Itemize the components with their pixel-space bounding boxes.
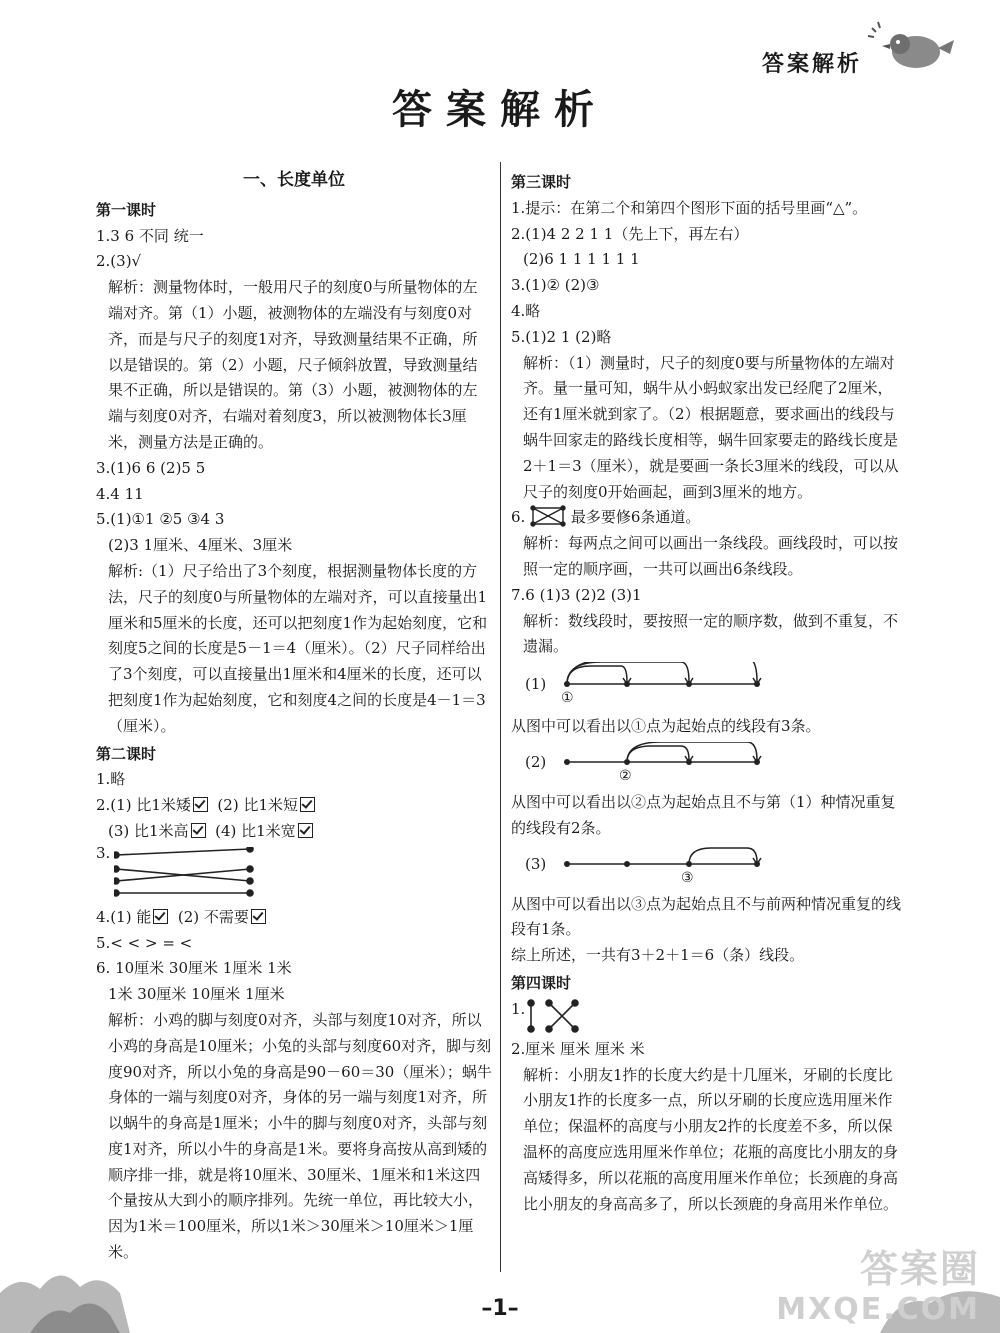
figure-point-label: ① xyxy=(561,690,574,707)
answer-line: 1.3 6 不同 统一 xyxy=(96,226,204,245)
lesson-heading: 第二课时 xyxy=(96,744,157,763)
figure-label: (1) xyxy=(525,675,547,694)
explanation-line: 从图中可以看出以①点为起始点的线段有3条。 xyxy=(511,717,821,736)
segment-diagram-1 xyxy=(561,662,791,712)
segment-diagram-3 xyxy=(561,844,791,890)
answer-line: 2.(1)4 2 2 1 1（先上下，再左右） xyxy=(511,224,749,243)
answer-number: 3. xyxy=(96,843,111,862)
checkbox-checked-icon xyxy=(153,909,168,924)
explanation: 解析:（1）尺子给出了3个刻度，根据测量物体长度的方法，尺子的刻度0与所量物体的左端对齐，可以直接量出1厘米和5厘米的长度，还可以把刻度1作为起始刻度，它和刻度5之间的长度是5－1＝4（厘米）。（2）尺子同样给出了3个刻度，可以直接量出1厘米和4厘米的长度，还可以把刻度1作为起始刻度，它和刻度4之间的长度是4－1＝3（厘米）。 xyxy=(108,561,488,735)
watermark-url: MXQE.COM xyxy=(776,1292,980,1327)
right-column xyxy=(511,168,906,1217)
page-number: –1– xyxy=(481,1296,519,1321)
figure-point-label: ③ xyxy=(681,869,694,886)
answer-line: 3.(1)② (2)③ xyxy=(511,276,600,295)
page-title: 答案解析 xyxy=(392,87,608,133)
matching-figure xyxy=(96,843,492,903)
answer-line xyxy=(96,819,492,845)
crossing-lines-figure xyxy=(114,847,274,903)
answer-text: (2) 比1米短 xyxy=(217,796,298,815)
dot-lines-figure xyxy=(527,999,587,1033)
answer-line: 4.4 11 xyxy=(96,484,144,503)
section-title: 一、长度单位 xyxy=(243,170,345,190)
segment-diagram-2 xyxy=(561,742,791,788)
answer-line: 5.(1)2 1 (2)略 xyxy=(511,327,612,346)
bird-decoration-icon xyxy=(866,18,956,78)
checkbox-checked-icon xyxy=(251,909,266,924)
answer-line xyxy=(511,505,906,531)
answer-line xyxy=(511,999,906,1035)
explanation: 解析：每两点之间可以画出一条线段。画线段时，可以按照一定的顺序画，一共可以画出6条线段。 xyxy=(523,534,899,578)
answer-line: (2)6 1 1 1 1 1 1 xyxy=(523,250,640,269)
lesson-heading: 第三课时 xyxy=(511,173,572,191)
answer-number: 6. xyxy=(511,508,526,527)
column-divider xyxy=(500,162,501,1272)
left-column xyxy=(96,168,492,1266)
answer-text: (2) 不需要 xyxy=(177,907,249,926)
explanation: 解析：小鸡的脚与刻度0对齐，头部与刻度10对齐，所以小鸡的身高是10厘米；小兔的头部与刻度60对齐，脚与刻度90对齐，所以小兔的身高是90－60＝30（厘米）；蜗牛身体的一端与刻度0对齐，身体的另一端与刻度1对齐，所以蜗牛的身高是1厘米；小牛的脚与刻度0对齐，头部与刻度1对齐，所以小牛的身高是1米。要将身高按从高到矮的顺序排一排，就是将10厘米、30厘米、1厘米和1米这四个量按从大到小的顺序排列。先统一单位，再比较大小，因为1米＝100厘米，所以1米＞30厘米＞10厘米＞1厘米。 xyxy=(108,1010,492,1262)
segment-figure-3 xyxy=(511,844,906,890)
answer-line xyxy=(96,793,492,819)
answer-line: 3.(1)6 6 (2)5 5 xyxy=(96,458,206,477)
answer-line: 5.(1)①1 ②5 ③4 3 xyxy=(96,510,225,529)
answer-line: 2.(3)√ xyxy=(96,252,142,271)
explanation: 解析：数线段时，要按照一定的顺序数，做到不重复，不遗漏。 xyxy=(523,611,899,656)
lesson-heading: 第四课时 xyxy=(511,973,572,992)
answer-line: 1.提示：在第二个和第四个图形下面的括号里画“△”。 xyxy=(511,198,868,217)
answer-line: 2.厘米 厘米 厘米 米 xyxy=(511,1039,645,1058)
answer-line: 6. 10厘米 30厘米 1厘米 1米 xyxy=(96,959,292,978)
watermark-logo: 答案圈 xyxy=(859,1247,980,1291)
answer-line: (2)3 1厘米、4厘米、3厘米 xyxy=(108,536,293,555)
explanation-line: 从图中可以看出以②点为起始点且不与第（1）种情况重复的线段有2条。 xyxy=(511,792,896,837)
answer-line: 1米 30厘米 10厘米 1厘米 xyxy=(108,985,285,1004)
answer-text: (4) 比1米宽 xyxy=(215,821,296,840)
explanation: 解析：（1）测量时，尺子的刻度0要与所量物体的左端对齐。量一量可知，蜗牛从小蚂蚁家出发已经爬了2厘米，还有1厘米就到家了。（2）根据题意，要求画出的线段与蜗牛回家走的路线长度相等，蜗牛回家要走的路线长度是2＋1＝3（厘米），就是要画一条长3厘米的线段，可以从尺子的刻度0开始画起，画到3厘米的地方。 xyxy=(523,353,899,501)
four-points-lines-icon xyxy=(530,505,566,527)
answer-number: 1. xyxy=(511,999,526,1018)
figure-point-label: ② xyxy=(619,767,632,784)
answer-text: 2.(1) 比1米矮 xyxy=(96,796,191,815)
lesson-heading: 第一课时 xyxy=(96,200,157,219)
answer-text: 最多要修6条通道。 xyxy=(570,508,701,527)
answer-text: 4.(1) 能 xyxy=(96,907,152,926)
header-label: 答案解析 xyxy=(761,52,862,77)
summary-line: 综上所述，一共有3＋2＋1＝6（条）线段。 xyxy=(511,946,805,965)
explanation: 解析：小朋友1拃的长度大约是十几厘米，牙刷的长度比小朋友1拃的长度多一点，所以牙刷的长度应选用厘米作单位；保温杯的高度与小朋友2拃的长度差不多，所以保温杯的高度应选用厘米作单位；花瓶的高度比小朋友的身高矮得多，所以花瓶的高度用厘米作单位；长颈鹿的身高比小朋友的身高高多了，所以长颈鹿的身高用米作单位。 xyxy=(523,1065,899,1213)
answer-line xyxy=(96,905,492,931)
checkbox-checked-icon xyxy=(193,797,208,812)
checkbox-checked-icon xyxy=(191,823,206,838)
explanation-line: 从图中可以看出以③点为起始点且不与前两种情况重复的线段有1条。 xyxy=(511,894,902,939)
answer-line: 4.略 xyxy=(511,301,541,320)
answer-text: (3) 比1米高 xyxy=(108,821,189,840)
checkbox-checked-icon xyxy=(300,797,315,812)
figure-label: (2) xyxy=(525,752,547,771)
answer-line: 1.略 xyxy=(96,770,126,789)
segment-figure-1 xyxy=(511,662,906,712)
figure-label: (3) xyxy=(525,854,547,873)
answer-line: 7.6 (1)3 (2)2 (3)1 xyxy=(511,585,642,604)
answer-line: 5.< < > = < xyxy=(96,933,193,952)
segment-figure-2 xyxy=(511,742,906,788)
checkbox-checked-icon xyxy=(298,823,313,838)
explanation: 解析：测量物体时，一般用尺子的刻度0与所量物体的左端对齐。第（1）小题，被测物体的左端没有与刻度0对齐，而是与尺子的刻度1对齐，导致测量结果不正确，所以是错误的。第（2）小题，尺子倾斜放置，导致测量结果不正确，所以是错误的。第（3）小题，被测物体的左端与刻度0对齐，右端对着刻度3，所以被测物体长3厘米，测量方法是正确的。 xyxy=(108,278,478,451)
